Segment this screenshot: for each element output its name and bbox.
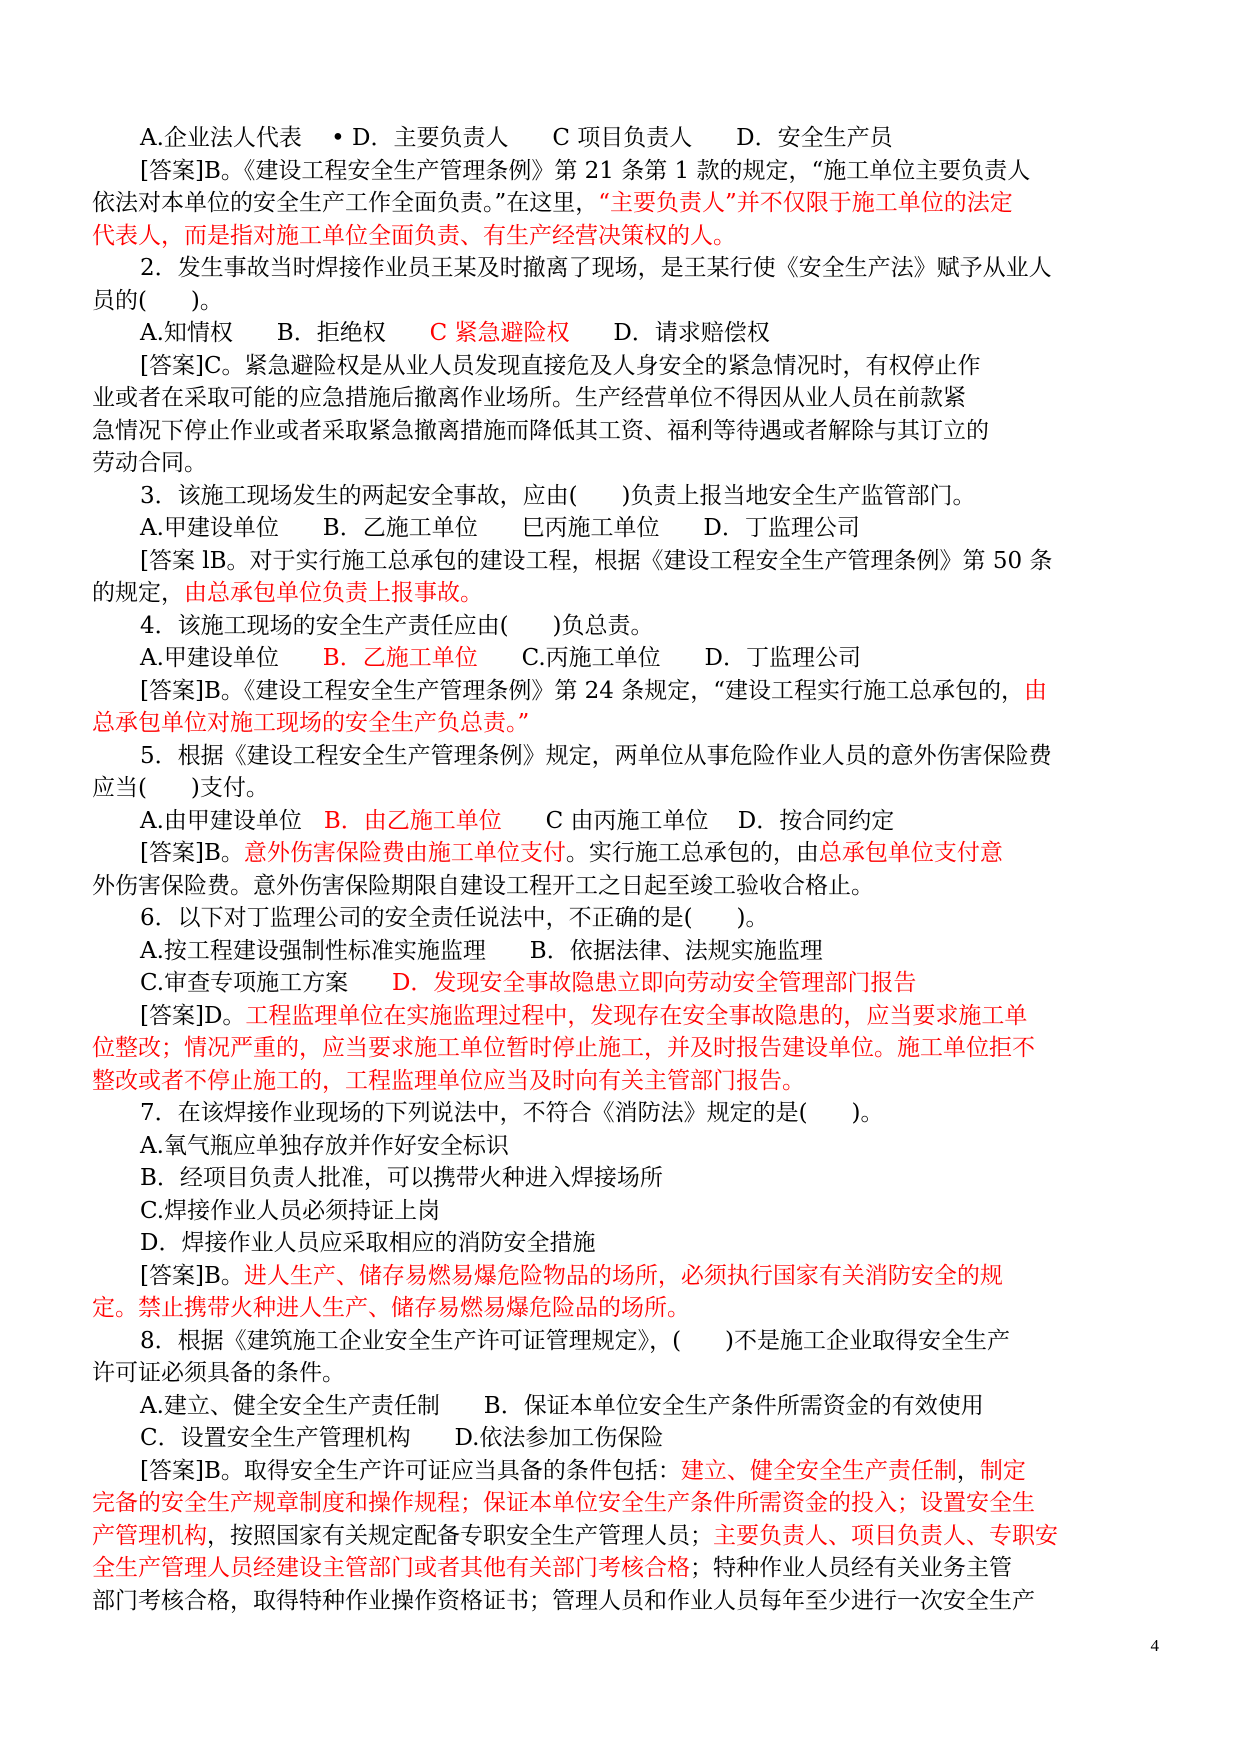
- text-line: [92, 1325, 1142, 1358]
- text-line: [92, 415, 1142, 448]
- page-number: 4: [1150, 1636, 1159, 1655]
- text-segment: 依法对本单位的安全生产工作全面负责。”在这里，: [92, 190, 599, 216]
- text-line: [92, 122, 1142, 155]
- highlighted-text: 整改或者不停止施工的，工程监理单位应当及时向有关主管部门报告。: [92, 1067, 805, 1094]
- text-segment: A.企业法人代表 • D．主要负责人 C 项目负责人 D．安全生产员: [140, 125, 893, 151]
- text-segment: C.审查专项施工方案: [140, 970, 392, 996]
- text-segment: C.丙施工单位 D．丁监理公司: [477, 645, 861, 671]
- text-line: [92, 545, 1142, 578]
- text-line: [92, 1162, 1142, 1195]
- highlighted-text: 主要负责人、项目负责人、专职安: [713, 1522, 1058, 1549]
- highlighted-text: 由总承包单位负责上报事故。: [184, 580, 483, 606]
- text-segment: 2．发生事故当时焊接作业员王某及时撤离了现场，是王某行使《安全生产法》赋予从业人: [140, 255, 1052, 281]
- text-line: [92, 1195, 1142, 1228]
- text-line: [92, 285, 1142, 318]
- text-line: [92, 577, 1142, 610]
- text-line: [92, 317, 1142, 350]
- text-segment: [答案]B。: [140, 840, 244, 866]
- text-segment: [答案]C。紧急避险权是从业人员发现直接危及人身安全的紧急情况时，有权停止作: [140, 352, 981, 379]
- text-line: [92, 155, 1142, 188]
- text-segment: ，按照国家有关规定配备专职安全生产管理人员；: [207, 1522, 713, 1549]
- text-line: [92, 675, 1142, 708]
- text-line: [92, 1520, 1142, 1553]
- highlighted-text: 制定: [979, 1457, 1026, 1484]
- text-segment: A.知情权 B．拒绝权: [140, 320, 430, 346]
- highlighted-text: B．由乙施工单位: [323, 807, 502, 834]
- text-segment: 应当( )支付。: [92, 775, 269, 801]
- text-segment: C 由丙施工单位 D．按合同约定: [501, 807, 895, 834]
- text-line: [92, 1097, 1142, 1130]
- text-line: [92, 707, 1142, 740]
- text-segment: D．焊接作业人员应采取相应的消防安全措施: [140, 1230, 596, 1256]
- text-segment: A.甲建设单位: [140, 645, 323, 671]
- text-segment: [答案]B。《建设工程安全生产管理条例》第 21 条第 1 款的规定，“施工单位主要负责人: [140, 157, 1031, 184]
- text-segment: 8．根据《建筑施工企业安全生产许可证管理规定》，( )不是施工企业取得安全生产: [140, 1327, 1010, 1354]
- text-segment: A.按工程建设强制性标准实施监理 B．依据法律、法规实施监理: [140, 937, 823, 964]
- text-line: [92, 382, 1142, 415]
- highlighted-text: B．乙施工单位: [322, 645, 478, 671]
- text-line: [92, 610, 1142, 643]
- highlighted-text: C 紧急避险权: [429, 320, 570, 346]
- text-line: [92, 1130, 1142, 1163]
- text-segment: 3．该施工现场发生的两起安全事故，应由( )负责上报当地安全生产监管部门。: [140, 482, 976, 509]
- text-segment: 的规定，: [92, 580, 184, 606]
- text-line: [92, 1552, 1142, 1585]
- highlighted-text: 位整改；情况严重的，应当要求施工单位暂时停止施工，并及时报告建设单位。施工单位拒不: [92, 1035, 1035, 1061]
- text-segment: [答案]D。: [140, 1002, 246, 1029]
- text-line: [92, 512, 1142, 545]
- text-line: [92, 1227, 1142, 1260]
- text-segment: 7．在该焊接作业现场的下列说法中，不符合《消防法》规定的是( )。: [140, 1100, 884, 1126]
- text-line: [92, 740, 1142, 773]
- text-line: [92, 1292, 1142, 1325]
- text-line: [92, 447, 1142, 480]
- text-segment: [答案]B。《建设工程安全生产管理条例》第 24 条规定，“建设工程实行施工总承包的，: [140, 677, 1024, 704]
- text-segment: C.焊接作业人员必须持证上岗: [140, 1197, 441, 1224]
- highlighted-text: 建立、健全安全生产责任制: [680, 1457, 957, 1484]
- text-segment: 6．以下对丁监理公司的安全责任说法中，不正确的是( )。: [140, 905, 769, 931]
- text-line: [92, 1260, 1142, 1293]
- text-segment: A.氧气瓶应单独存放并作好安全标识: [140, 1132, 509, 1159]
- highlighted-text: 工程监理单位在实施监理过程中，发现存在安全事故隐患的，应当要求施工单: [245, 1002, 1028, 1029]
- highlighted-text: 进人生产、储存易燃易爆危险物品的场所，必须执行国家有关消防安全的规: [243, 1262, 1003, 1289]
- highlighted-text: 定。禁止携带火种进人生产、储存易燃易爆危险品的场所。: [92, 1295, 690, 1321]
- highlighted-text: D．发现安全事故隐患立即向劳动安全管理部门报告: [391, 970, 917, 996]
- text-segment: A.建立、健全安全生产责任制 B．保证本单位安全生产条件所需资金的有效使用: [140, 1392, 984, 1419]
- text-segment: [答案]B。取得安全生产许可证应当具备的条件包括：: [140, 1457, 681, 1484]
- text-segment: 劳动合同。: [92, 450, 207, 476]
- text-segment: C．设置安全生产管理机构 D.依法参加工伤保险: [140, 1425, 664, 1451]
- text-line: [92, 642, 1142, 675]
- text-segment: A.由甲建设单位: [140, 807, 324, 834]
- text-segment: B．经项目负责人批准，可以携带火种进入焊接场所: [140, 1165, 663, 1191]
- text-line: [92, 220, 1142, 253]
- text-line: [92, 1000, 1142, 1033]
- highlighted-text: 产管理机构: [92, 1522, 207, 1549]
- text-segment: [答案]B。: [140, 1262, 244, 1289]
- text-segment: 。实行施工总承包的，由: [565, 840, 819, 866]
- document-body: [92, 122, 1142, 1617]
- text-line: [92, 1455, 1142, 1488]
- text-line: [92, 252, 1142, 285]
- highlighted-text: “主要负责人”并不仅限于施工单位的法定: [598, 190, 1013, 216]
- text-line: [92, 805, 1142, 838]
- highlighted-text: 总承包单位对施工现场的安全生产负总责。”: [92, 710, 530, 736]
- text-segment: D．请求赔偿权: [569, 320, 770, 346]
- text-segment: 5．根据《建设工程安全生产管理条例》规定，两单位从事危险作业人员的意外伤害保险费: [140, 742, 1052, 769]
- text-line: [92, 967, 1142, 1000]
- text-line: [92, 187, 1142, 220]
- text-segment: 部门考核合格，取得特种作业操作资格证书；管理人员和作业人员每年至少进行一次安全生产: [92, 1587, 1035, 1614]
- text-segment: 4．该施工现场的安全生产责任应由( )负总责。: [140, 612, 654, 639]
- highlighted-text: 意外伤害保险费由施工单位支付: [243, 840, 566, 866]
- text-line: [92, 480, 1142, 513]
- text-line: [92, 1487, 1142, 1520]
- text-line: [92, 1390, 1142, 1423]
- text-line: [92, 902, 1142, 935]
- text-segment: 急情况下停止作业或者采取紧急撤离措施而降低其工资、福利等待遇或者解除与其订立的: [92, 417, 989, 444]
- highlighted-text: 全生产管理人员经建设主管部门或者其他有关部门考核合格: [92, 1555, 690, 1581]
- text-line: [92, 935, 1142, 968]
- text-line: [92, 1032, 1142, 1065]
- text-segment: ，: [956, 1457, 980, 1484]
- text-line: [92, 1357, 1142, 1390]
- text-segment: 许可证必须具备的条件。: [92, 1360, 345, 1386]
- text-line: [92, 772, 1142, 805]
- text-segment: ；特种作业人员经有关业务主管: [690, 1555, 1012, 1581]
- text-segment: 外伤害保险费。意外伤害保险期限自建设工程开工之日起至竣工验收合格止。: [92, 872, 874, 899]
- highlighted-text: 完备的安全生产规章制度和操作规程；保证本单位安全生产条件所需资金的投入；设置安全生: [92, 1490, 1035, 1516]
- text-segment: A.甲建设单位 B．乙施工单位 巳丙施工单位 D．丁监理公司: [140, 515, 860, 541]
- text-line: [92, 350, 1142, 383]
- text-segment: 员的( )。: [92, 287, 223, 314]
- text-line: [92, 837, 1142, 870]
- text-line: [92, 1065, 1142, 1098]
- text-segment: [答案 lB。对于实行施工总承包的建设工程，根据《建设工程安全生产管理条例》第 50 条: [140, 547, 1053, 574]
- text-line: [92, 870, 1142, 903]
- highlighted-text: 总承包单位支付意: [818, 840, 1003, 866]
- highlighted-text: 代表人，而是指对施工单位全面负责、有生产经营决策权的人。: [92, 222, 736, 249]
- highlighted-text: 由: [1024, 677, 1047, 704]
- text-line: [92, 1422, 1142, 1455]
- text-line: [92, 1585, 1142, 1618]
- text-segment: 业或者在采取可能的应急措施后撤离作业场所。生产经营单位不得因从业人员在前款紧: [92, 385, 966, 411]
